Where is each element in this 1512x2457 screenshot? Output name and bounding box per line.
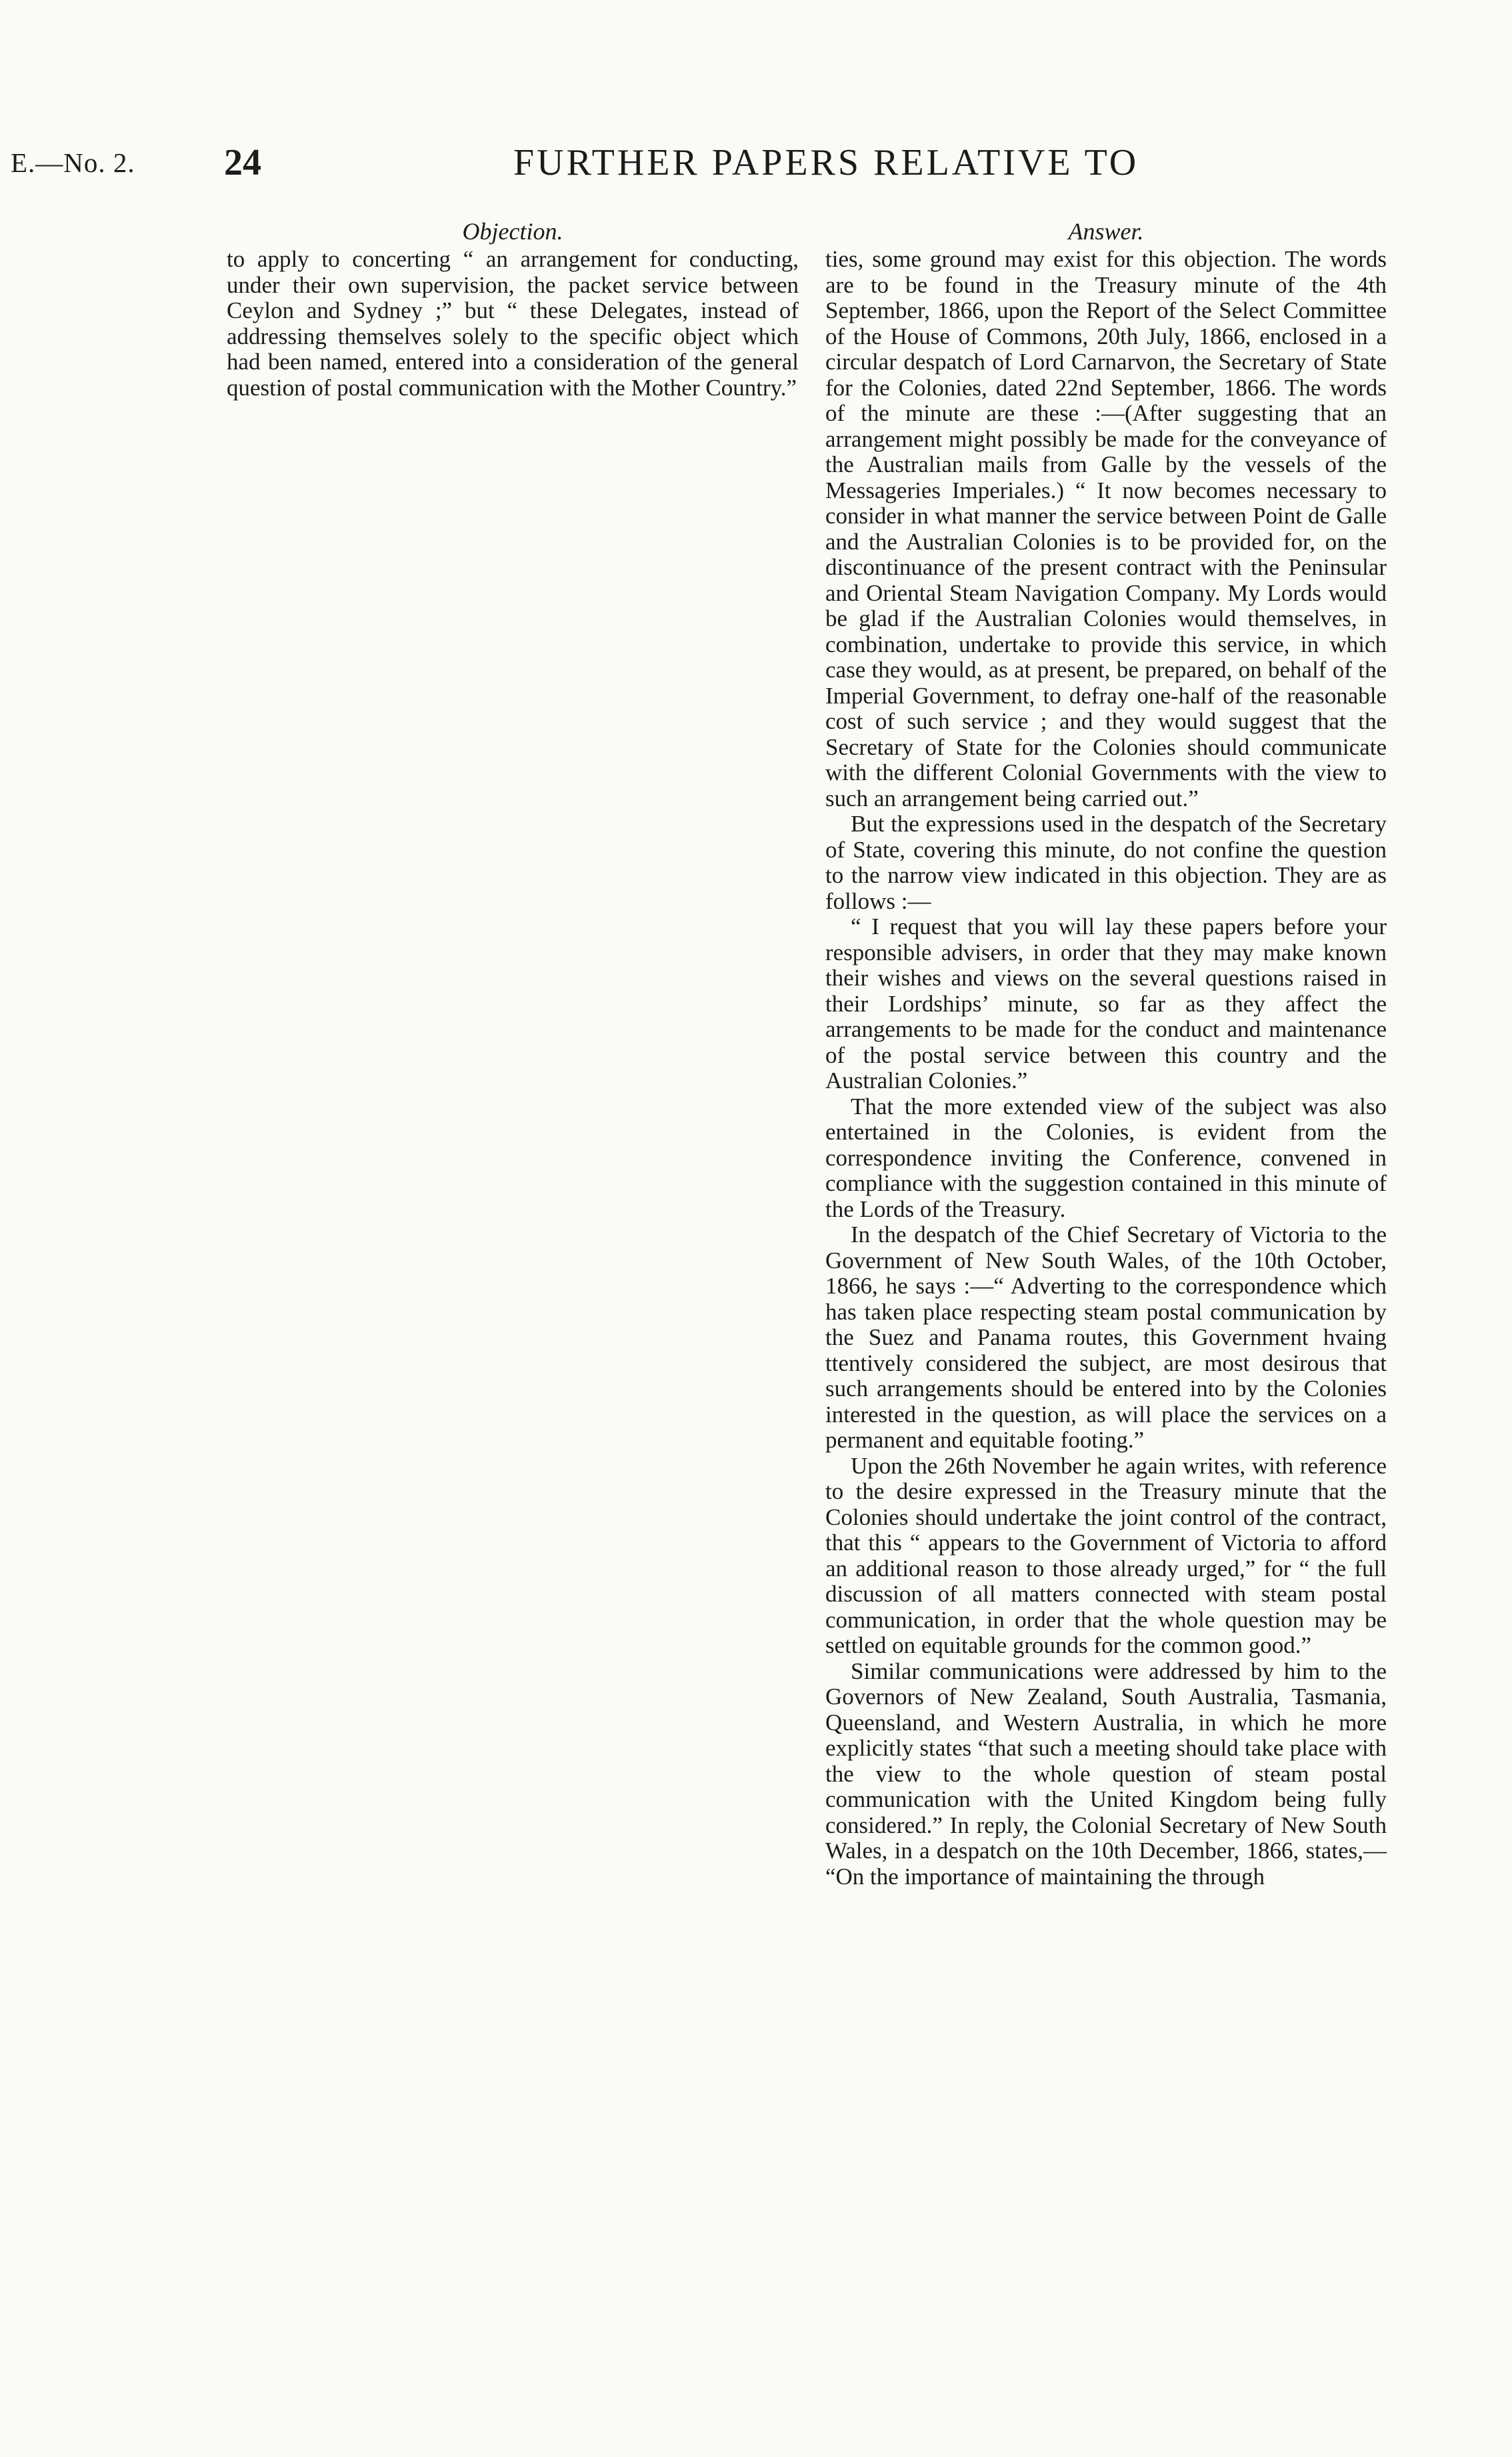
answer-paragraph: ties, some ground may exist for this objection. The words are to be found in the Treasury minute of the 4th September, 1866, upon the Report of the Select Committee of the House of Commons, 20th July, 1866, enclosed in a circular despatch of Lord Carnarvon, the Secretary of State for the Colonies, dated 22nd September, 1866. The words of the minute are these :—(After suggesting that an arrangement might possibly be made for the conveyance of the Australian mails from Galle by the vessels of the Messageries Imperiales.) “ It now becomes necessary to consider in what manner the service between Point de Galle and the Australian Colonies is to be provided for, on the discontinuance of the present contract with the Peninsular and Oriental Steam Navigation Company. My Lords would be glad if the Australian Colonies would themselves, in combination, undertake to provide this service, in which case they would, as at present, be prepared, on behalf of the Imperial Government, to defray one-half of the reasonable cost of such service ; and they would suggest that the Secretary of State for the Colonies should communicate with the different Colonial Governments with the view to such an arrangement being carried out.”	[825, 246, 1387, 811]
answer-heading: Answer.	[1068, 218, 1144, 245]
answer-paragraph: “ I request that you will lay these papers before your responsible advisers, in order that they may make known their wishes and views on the several questions raised in their Lordships’ minute, so far as they affect the arrangements to be made for the conduct and maintenance of the postal service between this country and the Australian Colonies.”	[825, 913, 1387, 1093]
objection-column	[227, 219, 799, 401]
answer-column	[825, 219, 1387, 1890]
objection-heading: Objection.	[462, 218, 563, 245]
answer-paragraph: But the expressions used in the despatch of the Secretary of State, covering this minute, do not confine the question to the narrow view indicated in this objection. They are as follows :—	[825, 811, 1387, 914]
objection-paragraph: to apply to concerting “ an arrangement for conducting, under their own supervision, the packet service between Ceylon and Sydney ;” but “ these Delegates, instead of addressing themselves solely to the specific object which had been named, entered into a consideration of the general question of postal communication with the Mother Country.”	[227, 246, 799, 401]
answer-paragraph: That the more extended view of the subject was also entertained in the Colonies, is evident from the correspondence inviting the Conference, convened in compliance with the suggestion contained in this minute of the Lords of the Treasury.	[825, 1093, 1387, 1222]
answer-paragraph: Similar communications were addressed by him to the Governors of New Zealand, South Australia, Tasmania, Queensland, and Western Australia, in which he more explicitly states “that such a meeting should take place with the view to the whole question of steam postal communication with the United Kingdom being fully considered.” In reply, the Colonial Secretary of New South Wales, in a despatch on the 10th December, 1866, states,— “On the importance of maintaining the through	[825, 1658, 1387, 1890]
page-header	[0, 142, 1512, 192]
running-title: FURTHER PAPERS RELATIVE TO	[513, 142, 1139, 183]
objection-text	[227, 247, 799, 401]
page-number: 24	[224, 142, 261, 183]
answer-text	[825, 247, 1387, 1890]
document-reference: E.—No. 2.	[11, 147, 135, 178]
answer-paragraph: Upon the 26th November he again writes, with reference to the desire expressed in the Treasury minute that the Colonies should undertake the joint control of the contract, that this “ appears to the Government of Victoria to afford an additional reason to those already urged,” for “ the full discussion of all matters connected with steam postal communication, in order that the whole question may be settled on equitable grounds for the common good.”	[825, 1452, 1387, 1658]
answer-paragraph: In the despatch of the Chief Secretary of Victoria to the Government of New South Wales, of the 10th October, 1866, he says :—“ Adverting to the correspondence which has taken place respecting steam postal communication by the Suez and Panama routes, this Government hvaing ttentively considered the subject, are most desirous that such arrangements should be entered into by the Colonies interested in the question, as will place the services on a permanent and equitable footing.”	[825, 1221, 1387, 1453]
